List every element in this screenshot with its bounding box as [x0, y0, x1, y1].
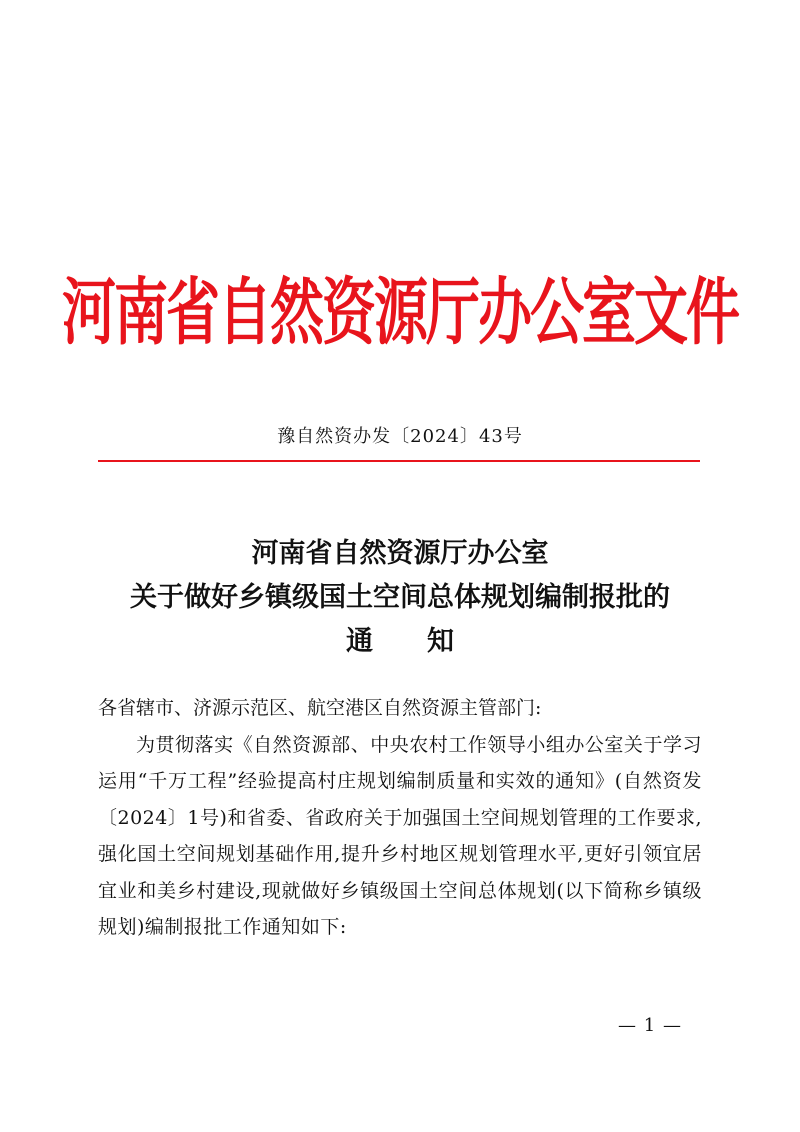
notice-body: [98, 690, 702, 946]
red-divider-line: [98, 460, 700, 462]
title-line-1: 河南省自然资源厅办公室: [251, 538, 549, 569]
page-number: — 1 —: [618, 1015, 682, 1036]
title-line-2: 关于做好乡镇级国土空间总体规划编制报批的: [130, 582, 670, 613]
document-number: 豫自然资办发〔2024〕43号: [277, 426, 523, 447]
salutation: 各省辖市、济源示范区、航空港区自然资源主管部门:: [98, 697, 542, 719]
notice-title: [0, 532, 800, 664]
title-line-3: 通 知: [346, 626, 454, 657]
masthead-title: 河南省自然资源厅办公室文件: [62, 269, 738, 355]
body-paragraph: 为贯彻落实《自然资源部、中央农村工作领导小组办公室关于学习运用“千万工程”经验提高村庄规划编制质量和实效的通知》(自然资发〔2024〕1号)和省委、省政府关于加强国土空间规划管理的工作要求,强化国土空间规划基础作用,提升乡村地区规划管理水平,更好引领宜居宜业和美乡村建设,现就做好乡镇级国土空间总体规划(以下简称乡镇级规划)编制报批工作通知如下:: [98, 733, 702, 938]
